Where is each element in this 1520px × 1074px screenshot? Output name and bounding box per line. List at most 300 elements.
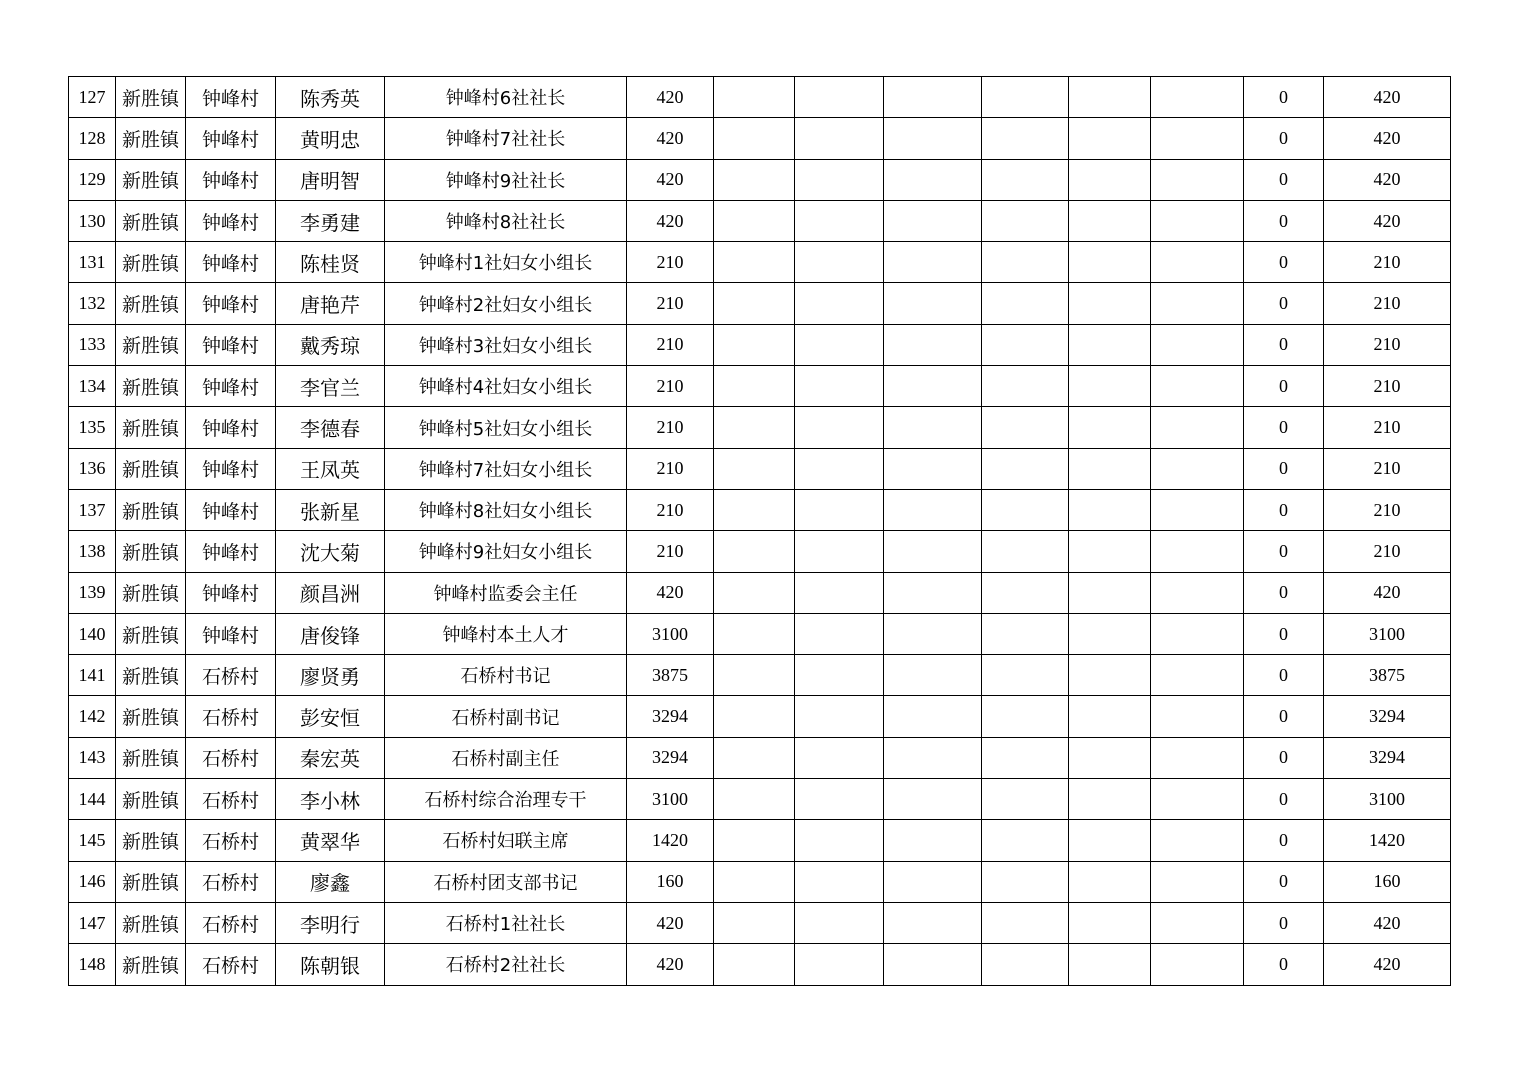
post-cell: 钟峰村4社妇女小组长 (385, 366, 627, 407)
empty-cell (884, 531, 982, 572)
empty-cell (1151, 655, 1244, 696)
empty-cell (714, 944, 795, 985)
town-cell: 新胜镇 (116, 242, 186, 283)
empty-cell (714, 489, 795, 530)
person-name-cell: 秦宏英 (276, 737, 385, 778)
empty-cell (795, 159, 884, 200)
amount-cell: 210 (627, 531, 714, 572)
allowance-table (68, 76, 1451, 986)
post-cell: 钟峰村6社社长 (385, 77, 627, 118)
empty-cell (884, 902, 982, 943)
empty-cell (795, 613, 884, 654)
empty-cell (795, 77, 884, 118)
total-cell: 210 (1324, 283, 1451, 324)
town-cell: 新胜镇 (116, 655, 186, 696)
deduction-cell: 0 (1244, 77, 1324, 118)
amount-cell: 420 (627, 118, 714, 159)
empty-cell (884, 779, 982, 820)
empty-cell (884, 283, 982, 324)
total-cell: 420 (1324, 159, 1451, 200)
person-name-cell: 李勇建 (276, 200, 385, 241)
town-cell: 新胜镇 (116, 366, 186, 407)
empty-cell (982, 448, 1069, 489)
amount-cell: 420 (627, 944, 714, 985)
empty-cell (884, 613, 982, 654)
village-cell: 钟峰村 (186, 77, 276, 118)
row-number-cell: 148 (69, 944, 116, 985)
post-cell: 石桥村副主任 (385, 737, 627, 778)
post-cell: 钟峰村1社妇女小组长 (385, 242, 627, 283)
amount-cell: 210 (627, 407, 714, 448)
empty-cell (1069, 655, 1151, 696)
empty-cell (1069, 820, 1151, 861)
deduction-cell: 0 (1244, 489, 1324, 530)
empty-cell (982, 779, 1069, 820)
town-cell: 新胜镇 (116, 77, 186, 118)
row-number-cell: 135 (69, 407, 116, 448)
deduction-cell: 0 (1244, 737, 1324, 778)
post-cell: 石桥村副书记 (385, 696, 627, 737)
total-cell: 420 (1324, 902, 1451, 943)
post-cell: 钟峰村7社社长 (385, 118, 627, 159)
empty-cell (714, 572, 795, 613)
empty-cell (884, 118, 982, 159)
empty-cell (1151, 200, 1244, 241)
post-cell: 石桥村书记 (385, 655, 627, 696)
person-name-cell: 张新星 (276, 489, 385, 530)
empty-cell (982, 820, 1069, 861)
town-cell: 新胜镇 (116, 944, 186, 985)
deduction-cell: 0 (1244, 613, 1324, 654)
empty-cell (1069, 242, 1151, 283)
amount-cell: 420 (627, 572, 714, 613)
empty-cell (795, 242, 884, 283)
empty-cell (1151, 159, 1244, 200)
empty-cell (1151, 861, 1244, 902)
post-cell: 钟峰村3社妇女小组长 (385, 324, 627, 365)
empty-cell (714, 366, 795, 407)
empty-cell (982, 489, 1069, 530)
deduction-cell: 0 (1244, 448, 1324, 489)
person-name-cell: 唐明智 (276, 159, 385, 200)
person-name-cell: 彭安恒 (276, 696, 385, 737)
empty-cell (884, 944, 982, 985)
table-row (69, 613, 1451, 654)
empty-cell (1069, 613, 1151, 654)
empty-cell (714, 200, 795, 241)
town-cell: 新胜镇 (116, 283, 186, 324)
empty-cell (884, 861, 982, 902)
deduction-cell: 0 (1244, 242, 1324, 283)
empty-cell (982, 118, 1069, 159)
row-number-cell: 137 (69, 489, 116, 530)
empty-cell (884, 324, 982, 365)
empty-cell (795, 283, 884, 324)
amount-cell: 420 (627, 77, 714, 118)
empty-cell (982, 159, 1069, 200)
row-number-cell: 143 (69, 737, 116, 778)
empty-cell (795, 696, 884, 737)
amount-cell: 1420 (627, 820, 714, 861)
amount-cell: 3294 (627, 696, 714, 737)
empty-cell (795, 572, 884, 613)
post-cell: 钟峰村9社妇女小组长 (385, 531, 627, 572)
town-cell: 新胜镇 (116, 572, 186, 613)
empty-cell (1151, 324, 1244, 365)
empty-cell (714, 779, 795, 820)
total-cell: 3100 (1324, 613, 1451, 654)
empty-cell (795, 200, 884, 241)
empty-cell (795, 861, 884, 902)
person-name-cell: 王凤英 (276, 448, 385, 489)
row-number-cell: 147 (69, 902, 116, 943)
empty-cell (982, 696, 1069, 737)
village-cell: 钟峰村 (186, 531, 276, 572)
total-cell: 3294 (1324, 737, 1451, 778)
empty-cell (1069, 902, 1151, 943)
town-cell: 新胜镇 (116, 407, 186, 448)
amount-cell: 3875 (627, 655, 714, 696)
table-row (69, 820, 1451, 861)
village-cell: 钟峰村 (186, 324, 276, 365)
town-cell: 新胜镇 (116, 448, 186, 489)
empty-cell (714, 820, 795, 861)
empty-cell (795, 655, 884, 696)
table-row (69, 200, 1451, 241)
town-cell: 新胜镇 (116, 613, 186, 654)
table-row (69, 902, 1451, 943)
person-name-cell: 唐艳芹 (276, 283, 385, 324)
empty-cell (714, 613, 795, 654)
empty-cell (1151, 407, 1244, 448)
total-cell: 210 (1324, 407, 1451, 448)
deduction-cell: 0 (1244, 944, 1324, 985)
table-row (69, 159, 1451, 200)
row-number-cell: 132 (69, 283, 116, 324)
post-cell: 钟峰村8社社长 (385, 200, 627, 241)
amount-cell: 210 (627, 324, 714, 365)
empty-cell (795, 944, 884, 985)
empty-cell (982, 283, 1069, 324)
row-number-cell: 139 (69, 572, 116, 613)
deduction-cell: 0 (1244, 779, 1324, 820)
empty-cell (884, 655, 982, 696)
person-name-cell: 陈朝银 (276, 944, 385, 985)
village-cell: 石桥村 (186, 861, 276, 902)
village-cell: 钟峰村 (186, 200, 276, 241)
empty-cell (795, 324, 884, 365)
row-number-cell: 131 (69, 242, 116, 283)
empty-cell (1069, 118, 1151, 159)
empty-cell (1069, 159, 1151, 200)
empty-cell (1151, 820, 1244, 861)
town-cell: 新胜镇 (116, 489, 186, 530)
deduction-cell: 0 (1244, 159, 1324, 200)
table-row (69, 448, 1451, 489)
table-row (69, 944, 1451, 985)
empty-cell (1069, 779, 1151, 820)
total-cell: 210 (1324, 324, 1451, 365)
amount-cell: 420 (627, 902, 714, 943)
total-cell: 210 (1324, 531, 1451, 572)
empty-cell (982, 572, 1069, 613)
empty-cell (714, 324, 795, 365)
empty-cell (795, 489, 884, 530)
table-row (69, 531, 1451, 572)
deduction-cell: 0 (1244, 531, 1324, 572)
post-cell: 石桥村团支部书记 (385, 861, 627, 902)
empty-cell (714, 861, 795, 902)
empty-cell (1151, 242, 1244, 283)
amount-cell: 3294 (627, 737, 714, 778)
town-cell: 新胜镇 (116, 902, 186, 943)
person-name-cell: 唐俊锋 (276, 613, 385, 654)
empty-cell (714, 407, 795, 448)
empty-cell (1069, 696, 1151, 737)
empty-cell (982, 944, 1069, 985)
town-cell: 新胜镇 (116, 324, 186, 365)
village-cell: 钟峰村 (186, 366, 276, 407)
row-number-cell: 130 (69, 200, 116, 241)
person-name-cell: 陈秀英 (276, 77, 385, 118)
amount-cell: 210 (627, 283, 714, 324)
empty-cell (982, 737, 1069, 778)
empty-cell (982, 613, 1069, 654)
empty-cell (1069, 944, 1151, 985)
empty-cell (1069, 531, 1151, 572)
empty-cell (1069, 861, 1151, 902)
total-cell: 3294 (1324, 696, 1451, 737)
deduction-cell: 0 (1244, 861, 1324, 902)
person-name-cell: 黄翠华 (276, 820, 385, 861)
empty-cell (795, 902, 884, 943)
village-cell: 石桥村 (186, 902, 276, 943)
village-cell: 钟峰村 (186, 159, 276, 200)
town-cell: 新胜镇 (116, 779, 186, 820)
table-row (69, 861, 1451, 902)
empty-cell (714, 159, 795, 200)
empty-cell (795, 448, 884, 489)
deduction-cell: 0 (1244, 200, 1324, 241)
empty-cell (1151, 613, 1244, 654)
village-cell: 钟峰村 (186, 407, 276, 448)
empty-cell (795, 118, 884, 159)
empty-cell (1069, 572, 1151, 613)
post-cell: 石桥村综合治理专干 (385, 779, 627, 820)
town-cell: 新胜镇 (116, 861, 186, 902)
village-cell: 石桥村 (186, 944, 276, 985)
person-name-cell: 李明行 (276, 902, 385, 943)
person-name-cell: 陈桂贤 (276, 242, 385, 283)
deduction-cell: 0 (1244, 366, 1324, 407)
post-cell: 石桥村1社社长 (385, 902, 627, 943)
person-name-cell: 戴秀琼 (276, 324, 385, 365)
town-cell: 新胜镇 (116, 737, 186, 778)
empty-cell (1151, 902, 1244, 943)
empty-cell (1069, 77, 1151, 118)
empty-cell (714, 448, 795, 489)
empty-cell (884, 366, 982, 407)
row-number-cell: 136 (69, 448, 116, 489)
table-row (69, 779, 1451, 820)
empty-cell (884, 448, 982, 489)
empty-cell (795, 779, 884, 820)
total-cell: 420 (1324, 572, 1451, 613)
empty-cell (795, 820, 884, 861)
empty-cell (795, 366, 884, 407)
empty-cell (884, 242, 982, 283)
table-row (69, 407, 1451, 448)
table-row (69, 366, 1451, 407)
empty-cell (1151, 77, 1244, 118)
village-cell: 石桥村 (186, 655, 276, 696)
empty-cell (1151, 944, 1244, 985)
deduction-cell: 0 (1244, 696, 1324, 737)
post-cell: 石桥村2社社长 (385, 944, 627, 985)
total-cell: 420 (1324, 944, 1451, 985)
empty-cell (1151, 779, 1244, 820)
total-cell: 3100 (1324, 779, 1451, 820)
deduction-cell: 0 (1244, 407, 1324, 448)
empty-cell (884, 572, 982, 613)
village-cell: 石桥村 (186, 820, 276, 861)
village-cell: 钟峰村 (186, 572, 276, 613)
amount-cell: 210 (627, 448, 714, 489)
empty-cell (884, 159, 982, 200)
row-number-cell: 128 (69, 118, 116, 159)
person-name-cell: 颜昌洲 (276, 572, 385, 613)
deduction-cell: 0 (1244, 324, 1324, 365)
total-cell: 420 (1324, 200, 1451, 241)
total-cell: 420 (1324, 118, 1451, 159)
village-cell: 石桥村 (186, 779, 276, 820)
empty-cell (884, 489, 982, 530)
person-name-cell: 李德春 (276, 407, 385, 448)
empty-cell (714, 902, 795, 943)
row-number-cell: 129 (69, 159, 116, 200)
person-name-cell: 李小林 (276, 779, 385, 820)
total-cell: 160 (1324, 861, 1451, 902)
post-cell: 钟峰村5社妇女小组长 (385, 407, 627, 448)
empty-cell (1151, 737, 1244, 778)
deduction-cell: 0 (1244, 902, 1324, 943)
village-cell: 钟峰村 (186, 448, 276, 489)
person-name-cell: 李官兰 (276, 366, 385, 407)
amount-cell: 210 (627, 366, 714, 407)
table-row (69, 283, 1451, 324)
table-row (69, 324, 1451, 365)
post-cell: 钟峰村9社社长 (385, 159, 627, 200)
empty-cell (982, 655, 1069, 696)
table-row (69, 572, 1451, 613)
empty-cell (714, 77, 795, 118)
post-cell: 钟峰村本土人才 (385, 613, 627, 654)
total-cell: 210 (1324, 242, 1451, 283)
village-cell: 钟峰村 (186, 283, 276, 324)
empty-cell (982, 242, 1069, 283)
table-row (69, 737, 1451, 778)
table-row (69, 655, 1451, 696)
empty-cell (714, 118, 795, 159)
empty-cell (884, 200, 982, 241)
village-cell: 石桥村 (186, 696, 276, 737)
empty-cell (884, 737, 982, 778)
empty-cell (1151, 283, 1244, 324)
empty-cell (982, 324, 1069, 365)
empty-cell (714, 696, 795, 737)
person-name-cell: 沈大菊 (276, 531, 385, 572)
village-cell: 钟峰村 (186, 118, 276, 159)
table-row (69, 489, 1451, 530)
empty-cell (982, 531, 1069, 572)
town-cell: 新胜镇 (116, 696, 186, 737)
total-cell: 210 (1324, 366, 1451, 407)
row-number-cell: 141 (69, 655, 116, 696)
empty-cell (714, 655, 795, 696)
village-cell: 石桥村 (186, 737, 276, 778)
row-number-cell: 140 (69, 613, 116, 654)
empty-cell (982, 366, 1069, 407)
empty-cell (982, 200, 1069, 241)
amount-cell: 210 (627, 242, 714, 283)
total-cell: 420 (1324, 77, 1451, 118)
post-cell: 钟峰村监委会主任 (385, 572, 627, 613)
amount-cell: 3100 (627, 613, 714, 654)
deduction-cell: 0 (1244, 820, 1324, 861)
row-number-cell: 127 (69, 77, 116, 118)
town-cell: 新胜镇 (116, 118, 186, 159)
post-cell: 钟峰村7社妇女小组长 (385, 448, 627, 489)
empty-cell (1069, 407, 1151, 448)
empty-cell (982, 77, 1069, 118)
table-row (69, 696, 1451, 737)
town-cell: 新胜镇 (116, 200, 186, 241)
empty-cell (1069, 283, 1151, 324)
person-name-cell: 黄明忠 (276, 118, 385, 159)
table-row (69, 242, 1451, 283)
row-number-cell: 142 (69, 696, 116, 737)
amount-cell: 160 (627, 861, 714, 902)
town-cell: 新胜镇 (116, 820, 186, 861)
row-number-cell: 138 (69, 531, 116, 572)
amount-cell: 210 (627, 489, 714, 530)
empty-cell (884, 696, 982, 737)
empty-cell (884, 407, 982, 448)
empty-cell (1069, 366, 1151, 407)
empty-cell (884, 820, 982, 861)
amount-cell: 420 (627, 159, 714, 200)
total-cell: 210 (1324, 448, 1451, 489)
empty-cell (1069, 489, 1151, 530)
empty-cell (1151, 448, 1244, 489)
empty-cell (714, 283, 795, 324)
empty-cell (1069, 448, 1151, 489)
post-cell: 钟峰村8社妇女小组长 (385, 489, 627, 530)
empty-cell (884, 77, 982, 118)
row-number-cell: 134 (69, 366, 116, 407)
empty-cell (714, 737, 795, 778)
village-cell: 钟峰村 (186, 489, 276, 530)
total-cell: 3875 (1324, 655, 1451, 696)
empty-cell (714, 242, 795, 283)
person-name-cell: 廖鑫 (276, 861, 385, 902)
table-body (69, 77, 1451, 986)
total-cell: 210 (1324, 489, 1451, 530)
row-number-cell: 146 (69, 861, 116, 902)
empty-cell (982, 407, 1069, 448)
empty-cell (1069, 737, 1151, 778)
row-number-cell: 145 (69, 820, 116, 861)
